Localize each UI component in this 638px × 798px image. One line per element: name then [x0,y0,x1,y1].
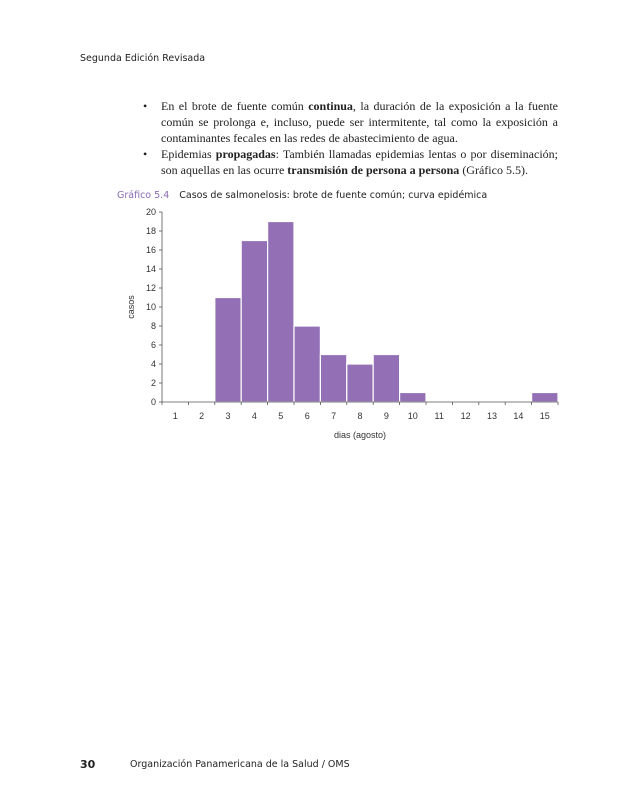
y-tick-label: 12 [145,283,156,293]
bullet-text: : También llamadas epidemias lentas o por diseminación; son aquellas en las ocurre [161,147,558,177]
y-tick-label: 18 [145,226,156,236]
y-tick-label: 16 [145,245,156,255]
y-tick-label: 8 [150,321,156,331]
x-axis-label: dias (agosto) [333,430,387,440]
x-tick-label: 15 [539,411,550,421]
bullet-text: (Gráfico 5.5). [459,163,528,177]
y-axis-label: casos [126,295,136,319]
x-tick-label: 10 [407,411,418,421]
running-header: Segunda Edición Revisada [80,53,206,64]
figure-title: Casos de salmonelosis: brote de fuente común; curva epidémica [179,190,488,201]
bullet-bold-term: continua [308,99,353,113]
footer-publisher: Organización Panamericana de la Salud / OMS [130,759,350,770]
bullet-text: En el brote de fuente común [161,99,309,113]
x-tick-label: 9 [383,411,389,421]
bullet-bold-term: propagadas [215,147,276,161]
bar-day-15 [532,393,558,403]
bar-day-5 [268,222,294,403]
bar-day-8 [347,364,373,402]
bar-day-3 [215,298,241,403]
y-tick-label: 14 [145,264,156,274]
x-tick-label: 1 [172,411,178,421]
bar-day-7 [320,355,346,403]
bullet-dot-icon: • [143,147,148,161]
bar-day-9 [373,355,399,403]
x-tick-label: 11 [434,411,444,421]
x-tick-label: 6 [304,411,310,421]
x-tick-label: 4 [251,411,257,421]
y-tick-label: 20 [145,207,156,217]
bar-day-6 [294,326,320,402]
y-tick-label: 2 [150,378,156,388]
y-tick-label: 4 [150,359,156,369]
x-tick-label: 3 [225,411,231,421]
bullet-bold-term: transmisión de persona a persona [287,163,460,177]
x-tick-label: 2 [199,411,205,421]
page-number: 30 [80,758,96,771]
bullet-text: , la duración de la exposición a la fuente común se prolonga e, incluso, puede ser intermitente, tal como la exposición a contaminantes fecales en las redes de abastecimiento de agua. [161,99,558,145]
x-tick-label: 12 [460,411,471,421]
bar-day-10 [400,393,426,403]
y-tick-label: 6 [150,340,156,350]
x-tick-label: 13 [486,411,498,421]
x-tick-label: 7 [331,411,337,421]
x-tick-label: 14 [513,411,524,421]
y-tick-label: 10 [145,302,156,312]
y-axis [146,207,162,407]
bar-group [215,222,558,403]
x-tick-label: 8 [357,411,363,421]
y-tick-label: 0 [150,397,156,407]
x-tick-label: 5 [278,411,284,421]
bullet-dot-icon: • [143,99,148,113]
figure-number: Gráfico 5.4 [117,190,170,201]
bullet-text: Epidemias [161,147,216,161]
x-axis [162,402,558,421]
bar-day-4 [241,241,267,403]
